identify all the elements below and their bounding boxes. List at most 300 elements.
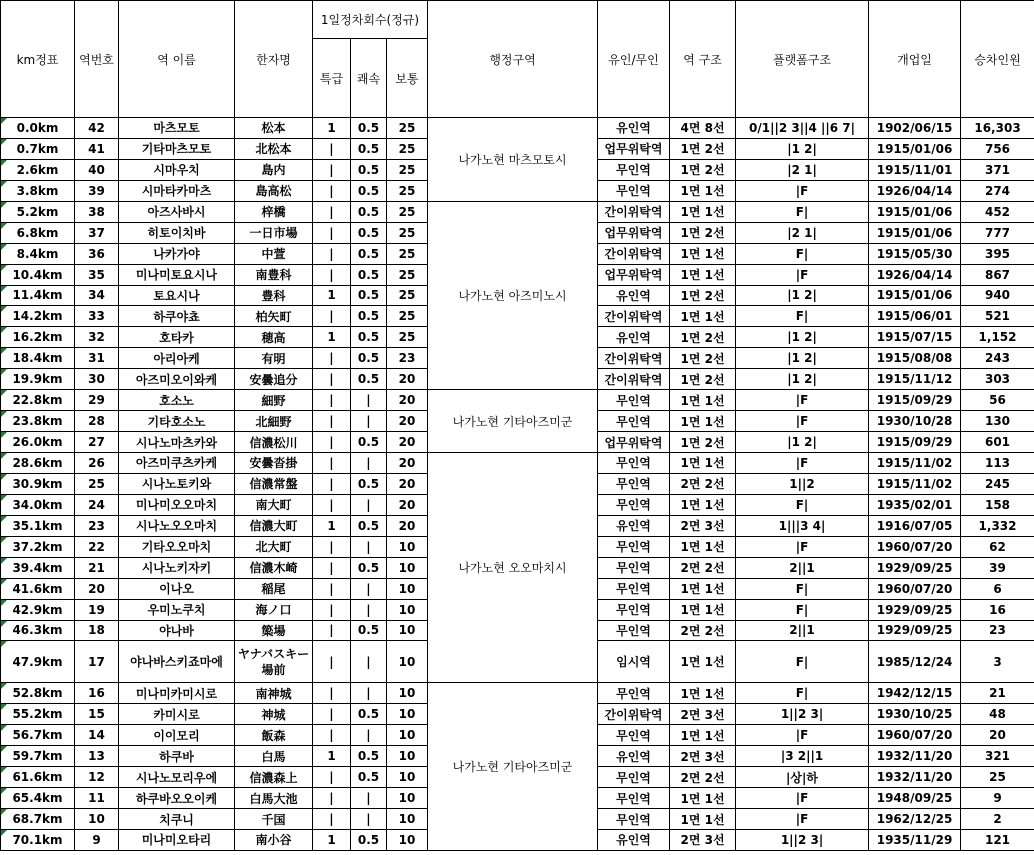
express-stops-cell: | (313, 180, 351, 201)
station-number-cell: 11 (75, 788, 119, 809)
opened-date-cell: 1942/12/15 (869, 683, 961, 704)
passengers-cell: 867 (961, 264, 1034, 285)
station-number-cell: 20 (75, 578, 119, 599)
staffed-cell: 무인역 (598, 536, 670, 557)
express-stops-cell: | (313, 411, 351, 432)
header-station-number: 역번호 (75, 1, 119, 118)
km-cell: 14.2km (1, 306, 75, 327)
km-cell: 37.2km (1, 536, 75, 557)
opened-date-cell: 1932/11/20 (869, 746, 961, 767)
station-number-cell: 24 (75, 494, 119, 515)
structure-cell: 1면 1선 (670, 536, 736, 557)
hanja-name-cell: 稲尾 (235, 578, 313, 599)
km-cell: 59.7km (1, 746, 75, 767)
station-number-cell: 17 (75, 641, 119, 683)
platform-cell: 1||2 3| (736, 704, 869, 725)
station-number-cell: 39 (75, 180, 119, 201)
local-stops-cell: 10 (387, 704, 428, 725)
opened-date-cell: 1915/01/06 (869, 201, 961, 222)
hanja-name-cell: 穂高 (235, 327, 313, 348)
structure-cell: 1면 2선 (670, 222, 736, 243)
express-stops-cell: 1 (313, 327, 351, 348)
structure-cell: 2면 3선 (670, 746, 736, 767)
structure-cell: 1면 2선 (670, 432, 736, 453)
station-name-cell: 야나바 (119, 620, 235, 641)
table-row (1, 118, 1034, 139)
hanja-name-cell: 島内 (235, 159, 313, 180)
hanja-name-cell: 南豊科 (235, 264, 313, 285)
station-name-cell: 아즈사바시 (119, 201, 235, 222)
local-stops-cell: 10 (387, 599, 428, 620)
passengers-cell: 1,332 (961, 515, 1034, 536)
express-stops-cell: | (313, 369, 351, 390)
local-stops-cell: 10 (387, 641, 428, 683)
passengers-cell: 521 (961, 306, 1034, 327)
platform-cell: |F (736, 390, 869, 411)
km-cell: 6.8km (1, 222, 75, 243)
hanja-name-cell: 中萱 (235, 243, 313, 264)
staffed-cell: 무인역 (598, 390, 670, 411)
rapid-stops-cell: | (351, 536, 387, 557)
structure-cell: 1면 1선 (670, 683, 736, 704)
station-number-cell: 26 (75, 453, 119, 474)
local-stops-cell: 20 (387, 473, 428, 494)
express-stops-cell: | (313, 390, 351, 411)
rapid-stops-cell: 0.5 (351, 222, 387, 243)
express-stops-cell: | (313, 348, 351, 369)
station-name-cell: 하쿠바오오이케 (119, 788, 235, 809)
passengers-cell: 16 (961, 599, 1034, 620)
rapid-stops-cell: 0.5 (351, 264, 387, 285)
station-name-cell: 호소노 (119, 390, 235, 411)
km-cell: 56.7km (1, 725, 75, 746)
platform-cell: |2 1| (736, 159, 869, 180)
station-name-cell: 카미시로 (119, 704, 235, 725)
staffed-cell: 무인역 (598, 788, 670, 809)
express-stops-cell: | (313, 578, 351, 599)
station-number-cell: 41 (75, 138, 119, 159)
local-stops-cell: 25 (387, 285, 428, 306)
station-number-cell: 23 (75, 515, 119, 536)
structure-cell: 1면 1선 (670, 411, 736, 432)
rapid-stops-cell: 0.5 (351, 369, 387, 390)
staffed-cell: 무인역 (598, 767, 670, 788)
staffed-cell: 유인역 (598, 830, 670, 851)
express-stops-cell: | (313, 243, 351, 264)
platform-cell: 2||1 (736, 557, 869, 578)
station-name-cell: 시나노마츠카와 (119, 432, 235, 453)
km-cell: 18.4km (1, 348, 75, 369)
station-name-cell: 미나미오타리 (119, 830, 235, 851)
opened-date-cell: 1916/07/05 (869, 515, 961, 536)
local-stops-cell: 20 (387, 432, 428, 453)
station-number-cell: 21 (75, 557, 119, 578)
rapid-stops-cell: 0.5 (351, 557, 387, 578)
express-stops-cell: | (313, 704, 351, 725)
platform-cell: |1 2| (736, 348, 869, 369)
local-stops-cell: 20 (387, 494, 428, 515)
express-stops-cell: | (313, 599, 351, 620)
local-stops-cell: 10 (387, 767, 428, 788)
platform-cell: F| (736, 243, 869, 264)
local-stops-cell: 25 (387, 306, 428, 327)
hanja-name-cell: 北松本 (235, 138, 313, 159)
header-platform: 플랫폼구조 (736, 1, 869, 118)
station-name-cell: 시나노모리우에 (119, 767, 235, 788)
local-stops-cell: 25 (387, 138, 428, 159)
region-cell: 나가노현 아즈미노시 (428, 201, 598, 389)
staffed-cell: 업무위탁역 (598, 138, 670, 159)
passengers-cell: 16,303 (961, 118, 1034, 139)
station-name-cell: 우미노쿠치 (119, 599, 235, 620)
km-cell: 0.7km (1, 138, 75, 159)
station-number-cell: 15 (75, 704, 119, 725)
km-cell: 55.2km (1, 704, 75, 725)
station-number-cell: 25 (75, 473, 119, 494)
staffed-cell: 무인역 (598, 453, 670, 474)
platform-cell: 1||2 (736, 473, 869, 494)
platform-cell: |F (736, 788, 869, 809)
local-stops-cell: 10 (387, 536, 428, 557)
station-name-cell: 하쿠야쵸 (119, 306, 235, 327)
rapid-stops-cell: 0.5 (351, 118, 387, 139)
express-stops-cell: | (313, 557, 351, 578)
station-number-cell: 9 (75, 830, 119, 851)
station-name-cell: 시나노토키와 (119, 473, 235, 494)
express-stops-cell: | (313, 620, 351, 641)
local-stops-cell: 10 (387, 830, 428, 851)
header-daily-stops: 1일정차회수(정규) (313, 1, 428, 39)
station-number-cell: 42 (75, 118, 119, 139)
hanja-name-cell: 簗場 (235, 620, 313, 641)
express-stops-cell: 1 (313, 746, 351, 767)
station-number-cell: 31 (75, 348, 119, 369)
station-number-cell: 29 (75, 390, 119, 411)
km-cell: 26.0km (1, 432, 75, 453)
km-cell: 2.6km (1, 159, 75, 180)
opened-date-cell: 1935/11/29 (869, 830, 961, 851)
opened-date-cell: 1926/04/14 (869, 180, 961, 201)
platform-cell: |F (736, 536, 869, 557)
rapid-stops-cell: 0.5 (351, 243, 387, 264)
staffed-cell: 간이위탁역 (598, 201, 670, 222)
platform-cell: 1|||3 4| (736, 515, 869, 536)
passengers-cell: 158 (961, 494, 1034, 515)
header-region: 행정구역 (428, 1, 598, 118)
hanja-name-cell: 白馬 (235, 746, 313, 767)
staffed-cell: 업무위탁역 (598, 222, 670, 243)
passengers-cell: 6 (961, 578, 1034, 599)
km-cell: 3.8km (1, 180, 75, 201)
opened-date-cell: 1932/11/20 (869, 767, 961, 788)
station-name-cell: 치쿠니 (119, 809, 235, 830)
opened-date-cell: 1915/06/01 (869, 306, 961, 327)
staffed-cell: 간이위탁역 (598, 704, 670, 725)
local-stops-cell: 25 (387, 222, 428, 243)
opened-date-cell: 1915/11/01 (869, 159, 961, 180)
staffed-cell: 유인역 (598, 118, 670, 139)
station-name-cell: 미나미토요시나 (119, 264, 235, 285)
local-stops-cell: 25 (387, 327, 428, 348)
structure-cell: 1면 2선 (670, 159, 736, 180)
km-cell: 19.9km (1, 369, 75, 390)
hanja-name-cell: 信濃松川 (235, 432, 313, 453)
station-name-cell: 히토이치바 (119, 222, 235, 243)
staffed-cell: 간이위탁역 (598, 369, 670, 390)
staffed-cell: 무인역 (598, 557, 670, 578)
km-cell: 39.4km (1, 557, 75, 578)
passengers-cell: 2 (961, 809, 1034, 830)
platform-cell: |1 2| (736, 285, 869, 306)
structure-cell: 1면 2선 (670, 138, 736, 159)
platform-cell: |3 2||1 (736, 746, 869, 767)
rapid-stops-cell: 0.5 (351, 704, 387, 725)
structure-cell: 1면 1선 (670, 243, 736, 264)
opened-date-cell: 1915/11/12 (869, 369, 961, 390)
local-stops-cell: 25 (387, 201, 428, 222)
rapid-stops-cell: 0.5 (351, 473, 387, 494)
station-name-cell: 아즈미쿠츠카케 (119, 453, 235, 474)
opened-date-cell: 1902/06/15 (869, 118, 961, 139)
local-stops-cell: 10 (387, 809, 428, 830)
rapid-stops-cell: 0.5 (351, 180, 387, 201)
express-stops-cell: 1 (313, 515, 351, 536)
staffed-cell: 임시역 (598, 641, 670, 683)
rapid-stops-cell: | (351, 788, 387, 809)
express-stops-cell: | (313, 494, 351, 515)
opened-date-cell: 1915/05/30 (869, 243, 961, 264)
local-stops-cell: 10 (387, 578, 428, 599)
opened-date-cell: 1926/04/14 (869, 264, 961, 285)
platform-cell: F| (736, 683, 869, 704)
station-name-cell: 기타오오마치 (119, 536, 235, 557)
structure-cell: 2면 2선 (670, 557, 736, 578)
staffed-cell: 간이위탁역 (598, 306, 670, 327)
opened-date-cell: 1962/12/25 (869, 809, 961, 830)
opened-date-cell: 1960/07/20 (869, 578, 961, 599)
platform-cell: F| (736, 599, 869, 620)
table-row (1, 201, 1034, 222)
rapid-stops-cell: 0.5 (351, 348, 387, 369)
table-row (1, 453, 1034, 474)
express-stops-cell: | (313, 306, 351, 327)
platform-cell: |1 2| (736, 369, 869, 390)
station-name-cell: 시마우치 (119, 159, 235, 180)
express-stops-cell: | (313, 641, 351, 683)
platform-cell: F| (736, 494, 869, 515)
passengers-cell: 777 (961, 222, 1034, 243)
table-body (1, 118, 1034, 851)
structure-cell: 1면 1선 (670, 201, 736, 222)
km-cell: 65.4km (1, 788, 75, 809)
station-name-cell: 시마타카마츠 (119, 180, 235, 201)
rapid-stops-cell: 0.5 (351, 306, 387, 327)
platform-cell: 1||2 3| (736, 830, 869, 851)
rapid-stops-cell: | (351, 641, 387, 683)
local-stops-cell: 25 (387, 180, 428, 201)
passengers-cell: 601 (961, 432, 1034, 453)
hanja-name-cell: 信濃森上 (235, 767, 313, 788)
passengers-cell: 21 (961, 683, 1034, 704)
platform-cell: 0/1||2 3||4 ||6 7| (736, 118, 869, 139)
platform-cell: |F (736, 264, 869, 285)
rapid-stops-cell: | (351, 494, 387, 515)
staffed-cell: 유인역 (598, 285, 670, 306)
rapid-stops-cell: 0.5 (351, 746, 387, 767)
rapid-stops-cell: | (351, 453, 387, 474)
opened-date-cell: 1915/01/06 (869, 138, 961, 159)
staffed-cell: 무인역 (598, 809, 670, 830)
station-number-cell: 36 (75, 243, 119, 264)
station-name-cell: 나카가야 (119, 243, 235, 264)
staffed-cell: 무인역 (598, 159, 670, 180)
station-number-cell: 28 (75, 411, 119, 432)
local-stops-cell: 10 (387, 725, 428, 746)
rapid-stops-cell: | (351, 390, 387, 411)
passengers-cell: 20 (961, 725, 1034, 746)
express-stops-cell: | (313, 683, 351, 704)
express-stops-cell: | (313, 767, 351, 788)
local-stops-cell: 10 (387, 620, 428, 641)
opened-date-cell: 1915/09/29 (869, 432, 961, 453)
structure-cell: 1면 2선 (670, 369, 736, 390)
hanja-name-cell: 南神城 (235, 683, 313, 704)
km-cell: 28.6km (1, 453, 75, 474)
structure-cell: 2면 3선 (670, 704, 736, 725)
rapid-stops-cell: 0.5 (351, 515, 387, 536)
hanja-name-cell: 有明 (235, 348, 313, 369)
structure-cell: 1면 1선 (670, 809, 736, 830)
km-cell: 70.1km (1, 830, 75, 851)
structure-cell: 4면 8선 (670, 118, 736, 139)
station-number-cell: 13 (75, 746, 119, 767)
express-stops-cell: | (313, 138, 351, 159)
station-name-cell: 기타마츠모토 (119, 138, 235, 159)
staffed-cell: 간이위탁역 (598, 348, 670, 369)
structure-cell: 2면 3선 (670, 830, 736, 851)
header-local: 보통 (387, 39, 428, 118)
km-cell: 23.8km (1, 411, 75, 432)
express-stops-cell: 1 (313, 285, 351, 306)
platform-cell: F| (736, 641, 869, 683)
km-cell: 46.3km (1, 620, 75, 641)
platform-cell: |상|하 (736, 767, 869, 788)
hanja-name-cell: 安曇追分 (235, 369, 313, 390)
header-passengers: 승차인원 (961, 1, 1034, 118)
express-stops-cell: 1 (313, 118, 351, 139)
passengers-cell: 39 (961, 557, 1034, 578)
platform-cell: |1 2| (736, 327, 869, 348)
hanja-name-cell: 松本 (235, 118, 313, 139)
km-cell: 5.2km (1, 201, 75, 222)
station-name-cell: 미나미카미시로 (119, 683, 235, 704)
opened-date-cell: 1948/09/25 (869, 788, 961, 809)
express-stops-cell: 1 (313, 830, 351, 851)
express-stops-cell: | (313, 264, 351, 285)
passengers-cell: 3 (961, 641, 1034, 683)
table-row (1, 390, 1034, 411)
hanja-name-cell: 南小谷 (235, 830, 313, 851)
rapid-stops-cell: 0.5 (351, 159, 387, 180)
passengers-cell: 245 (961, 473, 1034, 494)
platform-cell: |1 2| (736, 432, 869, 453)
station-name-cell: 아즈미오이와케 (119, 369, 235, 390)
km-cell: 35.1km (1, 515, 75, 536)
rapid-stops-cell: | (351, 411, 387, 432)
rapid-stops-cell: 0.5 (351, 830, 387, 851)
hanja-name-cell: 神城 (235, 704, 313, 725)
km-cell: 47.9km (1, 641, 75, 683)
station-name-cell: 마츠모토 (119, 118, 235, 139)
local-stops-cell: 10 (387, 557, 428, 578)
passengers-cell: 130 (961, 411, 1034, 432)
station-number-cell: 32 (75, 327, 119, 348)
station-name-cell: 야나바스키죠마에 (119, 641, 235, 683)
rapid-stops-cell: 0.5 (351, 432, 387, 453)
local-stops-cell: 20 (387, 390, 428, 411)
hanja-name-cell: 細野 (235, 390, 313, 411)
rapid-stops-cell: 0.5 (351, 201, 387, 222)
region-cell: 나가노현 마츠모토시 (428, 118, 598, 202)
staffed-cell: 업무위탁역 (598, 432, 670, 453)
km-cell: 0.0km (1, 118, 75, 139)
express-stops-cell: | (313, 809, 351, 830)
hanja-name-cell: 海ノ口 (235, 599, 313, 620)
staffed-cell: 무인역 (598, 683, 670, 704)
platform-cell: F| (736, 578, 869, 599)
passengers-cell: 274 (961, 180, 1034, 201)
opened-date-cell: 1930/10/28 (869, 411, 961, 432)
hanja-name-cell: 北細野 (235, 411, 313, 432)
local-stops-cell: 23 (387, 348, 428, 369)
local-stops-cell: 10 (387, 788, 428, 809)
express-stops-cell: | (313, 788, 351, 809)
platform-cell: F| (736, 201, 869, 222)
passengers-cell: 371 (961, 159, 1034, 180)
local-stops-cell: 20 (387, 515, 428, 536)
station-name-cell: 미나미오오마치 (119, 494, 235, 515)
passengers-cell: 62 (961, 536, 1034, 557)
km-cell: 16.2km (1, 327, 75, 348)
station-name-cell: 토요시나 (119, 285, 235, 306)
opened-date-cell: 1915/11/02 (869, 473, 961, 494)
opened-date-cell: 1929/09/25 (869, 557, 961, 578)
express-stops-cell: | (313, 473, 351, 494)
structure-cell: 1면 1선 (670, 264, 736, 285)
opened-date-cell: 1915/11/02 (869, 453, 961, 474)
passengers-cell: 940 (961, 285, 1034, 306)
structure-cell: 2면 3선 (670, 515, 736, 536)
hanja-name-cell: 飯森 (235, 725, 313, 746)
opened-date-cell: 1929/09/25 (869, 599, 961, 620)
station-name-cell: 시나노오오마치 (119, 515, 235, 536)
header-hanja-name: 한자명 (235, 1, 313, 118)
structure-cell: 1면 1선 (670, 453, 736, 474)
passengers-cell: 23 (961, 620, 1034, 641)
rapid-stops-cell: 0.5 (351, 767, 387, 788)
staffed-cell: 무인역 (598, 725, 670, 746)
structure-cell: 1면 1선 (670, 180, 736, 201)
express-stops-cell: | (313, 725, 351, 746)
platform-cell: |F (736, 453, 869, 474)
express-stops-cell: | (313, 159, 351, 180)
rapid-stops-cell: | (351, 809, 387, 830)
km-cell: 52.8km (1, 683, 75, 704)
hanja-name-cell: 信濃常盤 (235, 473, 313, 494)
passengers-cell: 452 (961, 201, 1034, 222)
opened-date-cell: 1960/07/20 (869, 536, 961, 557)
station-name-cell: 이나오 (119, 578, 235, 599)
